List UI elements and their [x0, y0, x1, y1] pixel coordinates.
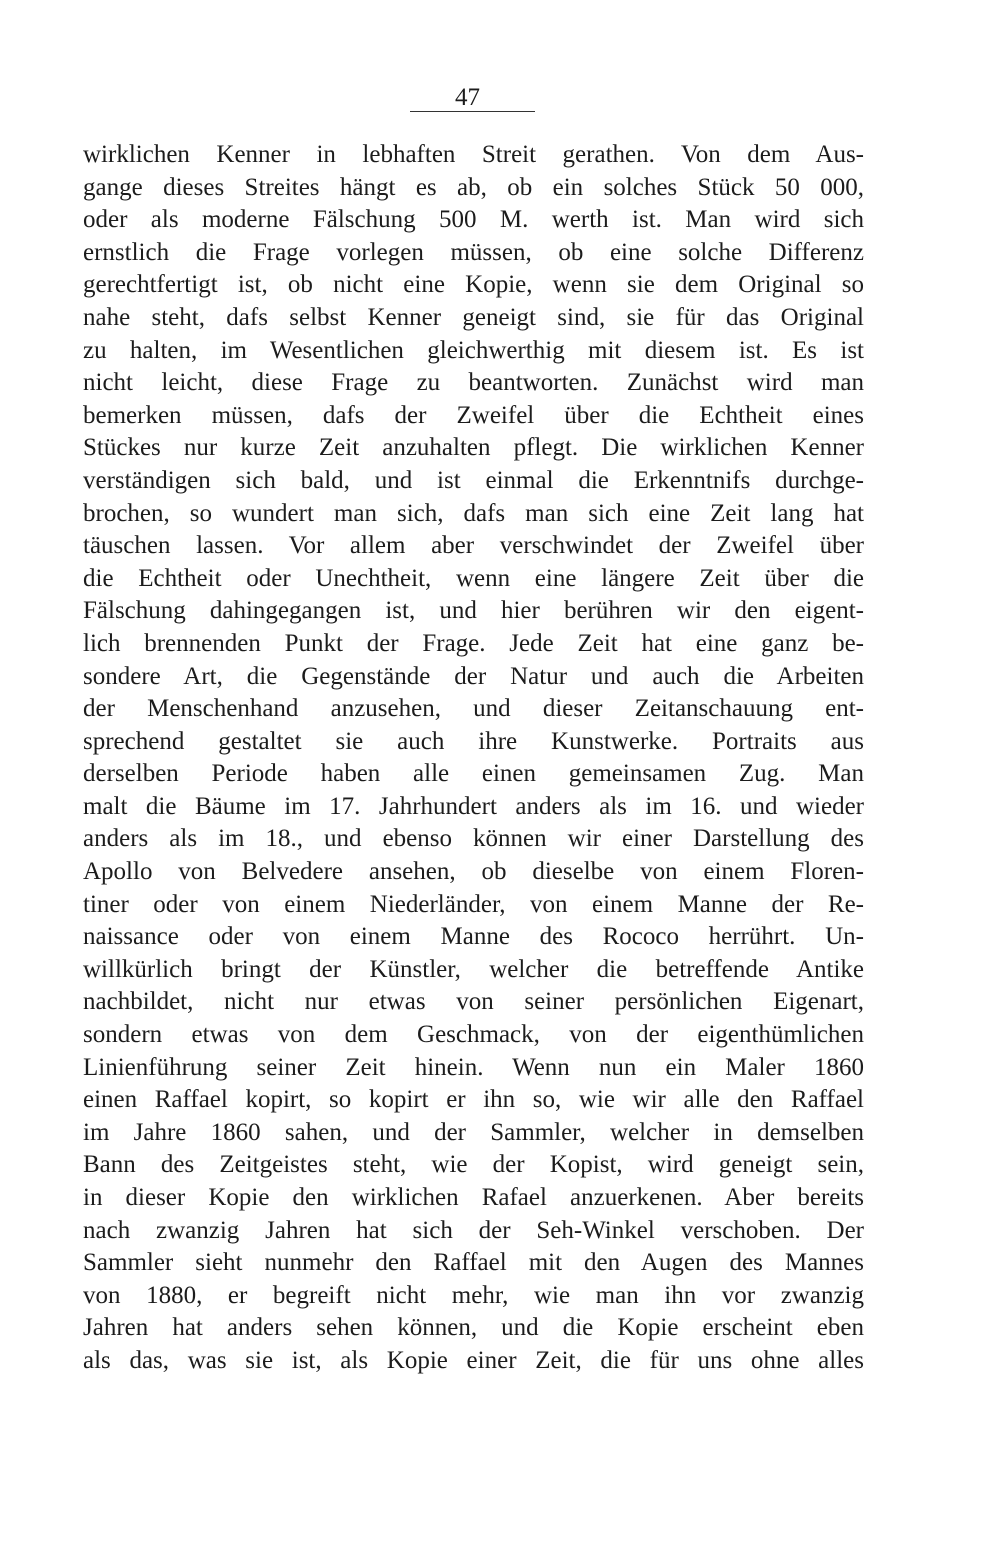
text-line: zu halten, im Wesentlichen gleichwerthig mit diesem ist. Es ist [83, 336, 864, 364]
text-line: nach zwanzig Jahren hat sich der Seh-Winkel verschoben. Der [83, 1216, 864, 1244]
text-line: von 1880, er begreift nicht mehr, wie man ihn vor zwanzig [83, 1281, 864, 1309]
text-line: oder als moderne Fälschung 500 M. werth ist. Man wird sich [83, 206, 864, 234]
text-line: verständigen sich bald, und ist einmal die Erkenntnifs durchge- [83, 466, 864, 494]
text-line: Fälschung dahingegangen ist, und hier berühren wir den eigent- [83, 597, 864, 625]
text-line: gerechtfertigt ist, ob nicht eine Kopie, wenn sie dem Original so [83, 271, 864, 299]
text-line: bemerken müssen, dafs der Zweifel über die Echtheit eines [83, 401, 864, 429]
text-line: nicht leicht, diese Frage zu beantworten. Zunächst wird man [83, 369, 864, 397]
text-line: im Jahre 1860 sahen, und der Sammler, welcher in demselben [83, 1118, 864, 1146]
text-line: malt die Bäume im 17. Jahrhundert anders als im 16. und wieder [83, 792, 864, 820]
text-line: einen Raffael kopirt, so kopirt er ihn so, wie wir alle den Raffael [83, 1086, 864, 1114]
text-line: Jahren hat anders sehen können, und die Kopie erscheint eben [83, 1314, 864, 1342]
header-rule [410, 111, 535, 112]
text-line: sprechend gestaltet sie auch ihre Kunstwerke. Portraits aus [83, 727, 864, 755]
text-line: derselben Periode haben alle einen gemeinsamen Zug. Man [83, 760, 864, 788]
text-line: gange dieses Streites hängt es ab, ob ein solches Stück 50 000, [83, 173, 864, 201]
text-line: die Echtheit oder Unechtheit, wenn eine längere Zeit über die [83, 564, 864, 592]
body-text [83, 139, 864, 1378]
text-line: als das, was sie ist, als Kopie einer Zeit, die für uns ohne alles [83, 1346, 864, 1374]
text-line: sondern etwas von dem Geschmack, von der eigenthümlichen [83, 1021, 864, 1049]
text-line: Stückes nur kurze Zeit anzuhalten pflegt. Die wirklichen Kenner [83, 434, 864, 462]
text-line: brochen, so wundert man sich, dafs man sich eine Zeit lang hat [83, 499, 864, 527]
text-line: naissance oder von einem Manne des Rococo herrührt. Un- [83, 923, 864, 951]
text-line: nachbildet, nicht nur etwas von seiner persönlichen Eigenart, [83, 988, 864, 1016]
text-line: nahe steht, dafs selbst Kenner geneigt sind, sie für das Original [83, 303, 864, 331]
text-line: in dieser Kopie den wirklichen Rafael anzuerkenen. Aber bereits [83, 1184, 864, 1211]
text-line: ernstlich die Frage vorlegen müssen, ob eine solche Differenz [83, 238, 864, 266]
page-number: 47 [455, 84, 480, 111]
text-line: Sammler sieht nunmehr den Raffael mit den Augen des Mannes [83, 1249, 864, 1277]
text-line: Apollo von Belvedere ansehen, ob dieselbe von einem Floren- [83, 858, 864, 886]
text-line: willkürlich bringt der Künstler, welcher die betreffende Antike [83, 955, 864, 983]
text-line: lich brennenden Punkt der Frage. Jede Zeit hat eine ganz be- [83, 629, 864, 657]
text-line: Linienführung seiner Zeit hinein. Wenn nun ein Maler 1860 [83, 1053, 864, 1081]
text-line: täuschen lassen. Vor allem aber verschwindet der Zweifel über [83, 532, 864, 560]
text-line: anders als im 18., und ebenso können wir einer Darstellung des [83, 825, 864, 853]
text-line: Bann des Zeitgeistes steht, wie der Kopist, wird geneigt sein, [83, 1151, 864, 1179]
text-line: sondere Art, die Gegenstände der Natur und auch die Arbeiten [83, 662, 864, 690]
text-line: tiner oder von einem Niederländer, von einem Manne der Re- [83, 890, 864, 918]
page-header [410, 84, 540, 114]
text-line: wirklichen Kenner in lebhaften Streit gerathen. Von dem Aus- [83, 141, 864, 168]
text-line: der Menschenhand anzusehen, und dieser Zeitanschauung ent- [83, 695, 864, 723]
